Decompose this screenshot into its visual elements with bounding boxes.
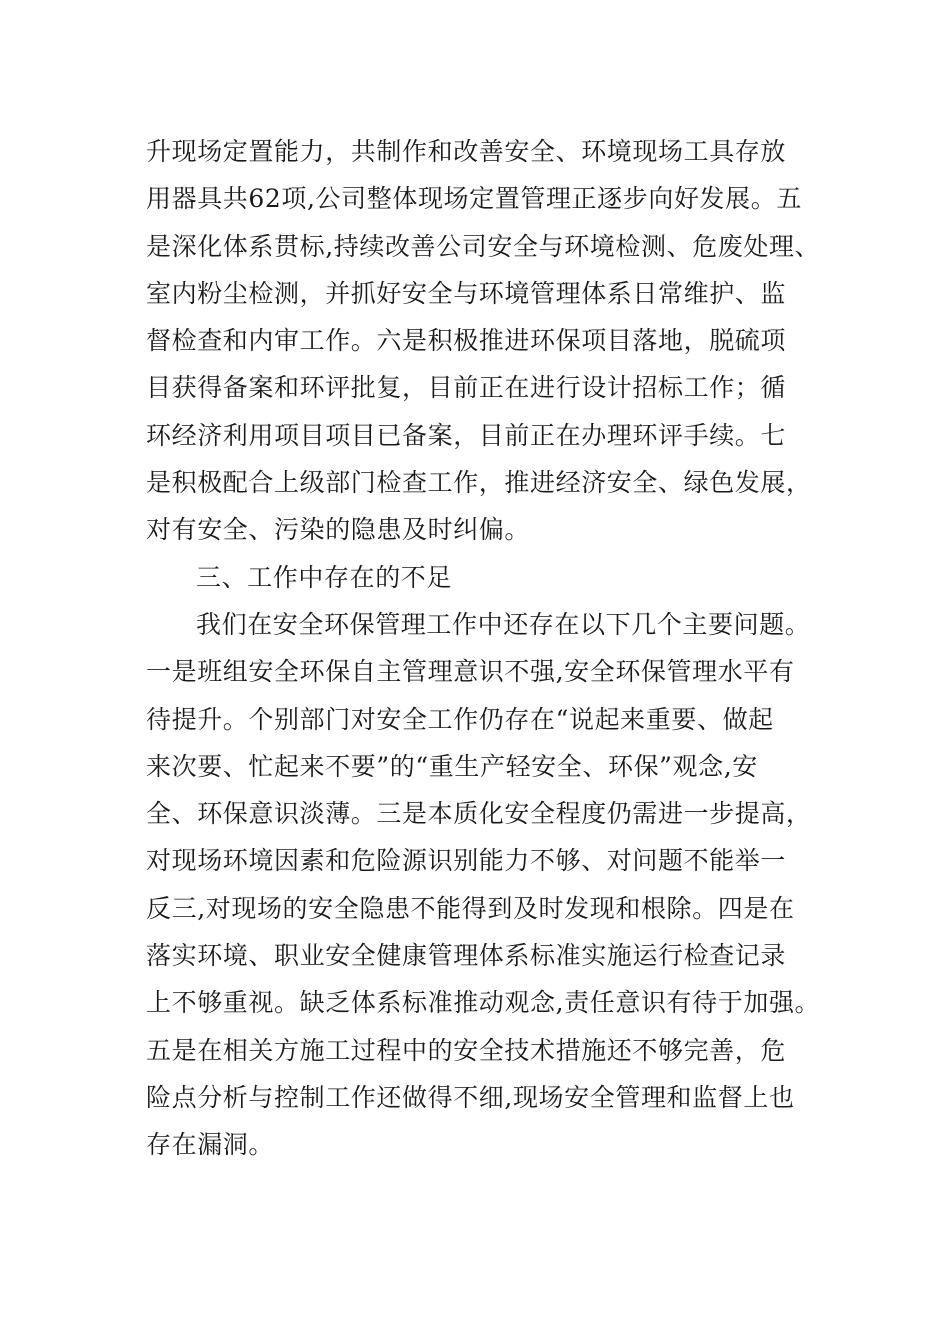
paragraph-line: 升现场定置能力，共制作和改善安全、环境现场工具存放 xyxy=(146,137,787,166)
paragraph-line: 我们在安全环保管理工作中还存在以下几个主要问题。 xyxy=(196,609,811,639)
paragraph-line: 险点分析与控制工作还做得不细,现场安全管理和监督上也 xyxy=(146,1082,795,1112)
paragraph-line: 对现场环境因素和危险源识别能力不够、对问题不能举一 xyxy=(146,846,787,876)
paragraph-line: 反三,对现场的安全隐患不能得到及时发现和根除。四是在 xyxy=(146,893,795,923)
paragraph-line: 上不够重视。缺乏体系标准推动观念,责任意识有待于加强。 xyxy=(146,988,821,1018)
paragraph-line: 对有安全、污染的隐患及时纠偏。 xyxy=(146,515,531,545)
paragraph-line: 落实环境、职业安全健康管理体系标准实施运行检查记录 xyxy=(146,941,787,971)
document-body xyxy=(146,128,821,1169)
paragraph-line: 室内粉尘检测，并抓好安全与环境管理体系日常维护、监 xyxy=(146,278,787,308)
paragraph-line: 用器具共62项,公司整体现场定置管理正逐步向好发展。五 xyxy=(146,184,802,214)
section-heading: 三、工作中存在的不足 xyxy=(196,562,453,592)
paragraph-line: 五是在相关方施工过程中的安全技术措施还不够完善，危 xyxy=(146,1035,787,1065)
paragraph-line: 来次要、忙起来不要”的“重生产轻安全、环保”观念,安 xyxy=(146,751,758,781)
paragraph-line: 存在漏洞。 xyxy=(146,1130,275,1160)
paragraph-line: 督检查和内审工作。六是积极推进环保项目落地，脱硫项 xyxy=(146,326,787,356)
paragraph-line: 待提升。个别部门对安全工作仍存在“说起来重要、做起 xyxy=(146,704,774,734)
paragraph-line: 全、环保意识淡薄。三是本质化安全程度仍需进一步提高， xyxy=(146,799,812,829)
paragraph-line: 是深化体系贯标,持续改善公司安全与环境检测、危废处理、 xyxy=(146,231,821,261)
paragraph-line: 环经济利用项目项目已备案，目前正在办理环评手续。七 xyxy=(146,420,787,450)
paragraph-line: 目获得备案和环评批复，目前正在进行设计招标工作；循 xyxy=(146,373,787,403)
paragraph-line: 一是班组安全环保自主管理意识不强,安全环保管理水平有 xyxy=(146,657,795,687)
paragraph-line: 是积极配合上级部门检查工作，推进经济安全、绿色发展， xyxy=(146,468,812,498)
